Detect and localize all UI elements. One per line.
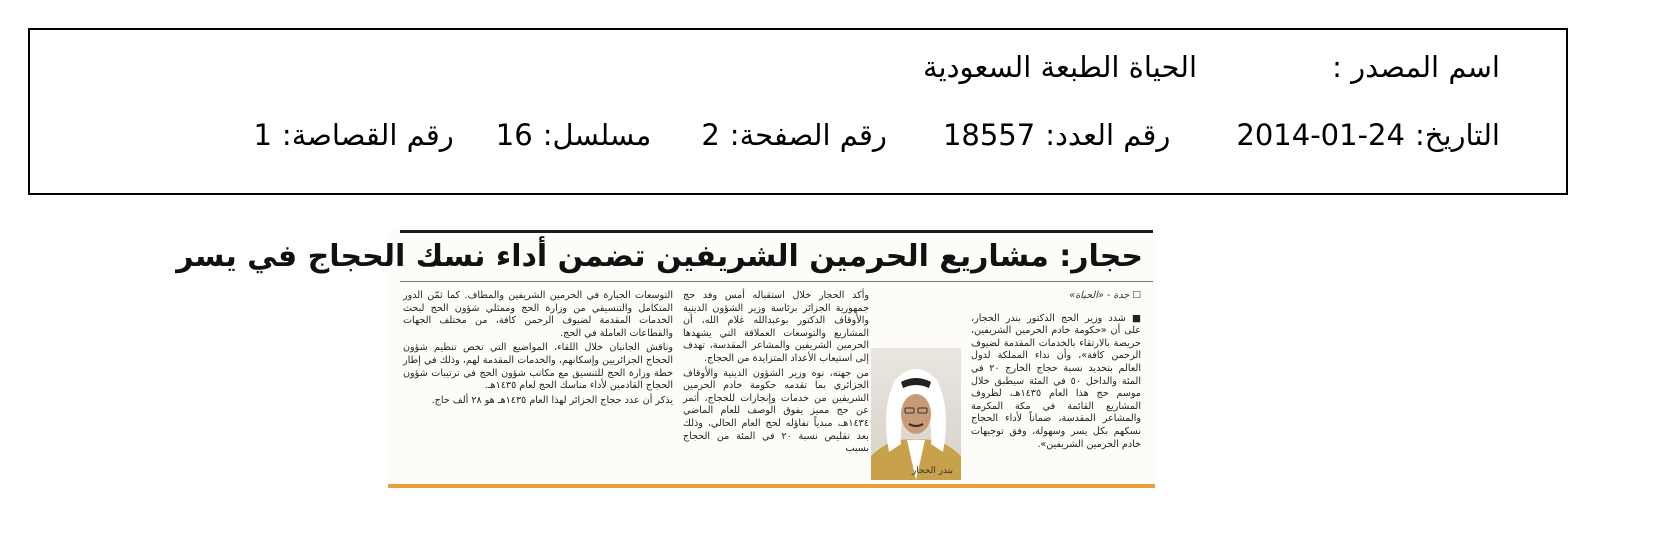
- headline-rule: [400, 281, 1153, 282]
- clipping-bottom-rule: [388, 484, 1155, 488]
- column-2-paragraph-1: وأكد الحجار خلال استقباله أمس وفد حج جمهورية الجزائر برئاسة وزير الشؤون الدينية والأوقاف الدكتور بوعبدالله غلام الله، أن المشاريع والتوسعات العملاقة التي يشهدها الحرمين الشريفين والمشاعر المقدسة، تهدف إلى استيعاب الأعداد المتزايدة من الحجاج.: [683, 290, 869, 364]
- source-line: [923, 50, 1500, 84]
- clip-number-value: 1: [253, 118, 272, 152]
- issue-value: 18557: [942, 118, 1036, 152]
- column-3-paragraph-2: وناقش الجانبان خلال اللقاء، المواضيع التي تخص تنظيم شؤون الحجاج الجزائريين وإسكانهم، والخدمات المقدمة لهم، وذلك في إطار خطة وزارة الحج للتنسيق مع مكاتب شؤون الحج في ترتيبات شؤون الحجاج القادمين لأداء مناسك الحج لعام ١٤٣٥هـ.: [403, 342, 673, 392]
- article-headline: حجار: مشاريع الحرمين الشريفين تضمن أداء نسك الحجاج في يسر: [176, 239, 1143, 274]
- clip-number-item: [253, 118, 453, 152]
- article-column-2: [683, 290, 869, 458]
- page-item: [701, 118, 887, 152]
- portrait-photo: [871, 348, 961, 480]
- page-value: 2: [701, 118, 720, 152]
- date-value: 2014-01-24: [1236, 118, 1405, 152]
- serial-item: [496, 118, 652, 152]
- column-1-text: ■ شدد وزير الحج الدكتور بندر الحجار، على أن «حكومة خادم الحرمين الشريفين، حريصة بالارتقاء بالخدمات المقدمة لضيوف الرحمن كافة»، وأن نداء المملكة لدول العالم بتحديد نسبة حجاج الخارج ٢٠ في المئة والداخل ٥٠ في المئة سيطبق خلال موسم حج هذا العام ١٤٣٥هـ، لظروف المشاريع القائمة في مكة المكرمة والمشاعر المقدسة، ضماناً لأداء الحجاج نسكهم بكل يسر وسهولة، وفق توجيهات خادم الحرمين الشريفين».: [971, 312, 1142, 450]
- column-3-paragraph-1: التوسعات الجبارة في الحرمين الشريفين والمطاف. كما ثمّن الدور المتكامل والتنسيقي من وزارة الحج وممثلي شؤون الحج لبحث الخدمات المقدمة لضيوف الرحمن كافة، من مختلف الجهات والقطاعات العاملة في الحج.: [403, 290, 673, 339]
- date-item: [1236, 118, 1500, 152]
- article-column-3: [403, 290, 673, 409]
- serial-value: 16: [495, 118, 533, 152]
- details-line: [253, 118, 1500, 152]
- serial-label: مسلسل :: [543, 118, 652, 152]
- clipping-top-rule: [400, 230, 1153, 233]
- newspaper-clipping: [176, 230, 1155, 488]
- metadata-box: [28, 28, 1568, 195]
- source-value: الحياة الطبعة السعودية: [923, 50, 1198, 84]
- column-2-paragraph-2: من جهته، نوه وزير الشؤون الدينية والأوقاف الجزائري بما تقدمه حكومة خادم الحرمين الشريفين من خدمات وإنجازات للحجاج، أثمر عن حج مميز يفوق الوصف للعام الماضي ١٤٣٤هـ، مبدياً تفاؤله لحج العام الحالي، وذلك بعد تقليص نسبة ٢٠ في المئة من الحجاج بسبب: [683, 367, 869, 455]
- portrait-illustration: [871, 348, 961, 480]
- date-label: التاريخ :: [1415, 118, 1500, 152]
- article-byline: ☐ جدة - «الحياة»: [1069, 290, 1141, 301]
- page-label: رقم الصفحة :: [730, 118, 887, 152]
- source-label: اسم المصدر :: [1332, 50, 1500, 84]
- clip-number-label: رقم القصاصة :: [282, 118, 454, 152]
- column-3-paragraph-3: يذكر أن عدد حجاج الجزائر لهذا العام ١٤٣٥هـ هو ٢٨ ألف حاج.: [431, 394, 673, 406]
- issue-item: [943, 118, 1170, 152]
- article-column-1: [971, 290, 1141, 453]
- issue-label: رقم العدد :: [1045, 118, 1170, 152]
- photo-caption: بندر الحجار: [911, 466, 953, 476]
